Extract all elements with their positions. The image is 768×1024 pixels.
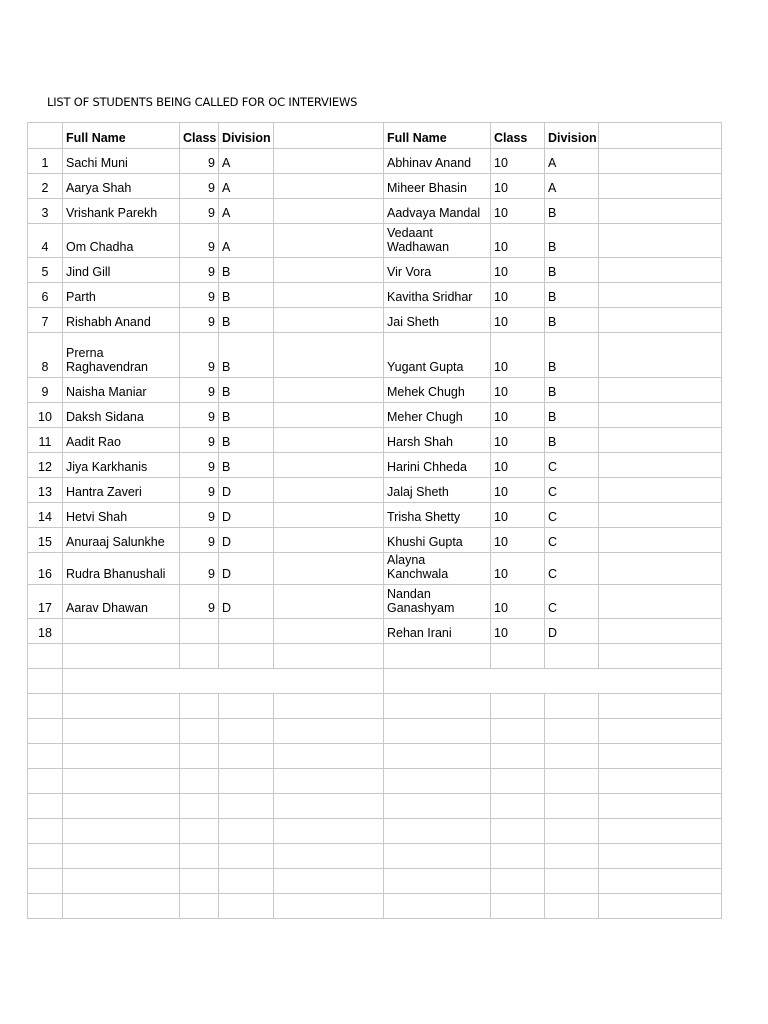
blank-cell (545, 844, 599, 869)
table-row (28, 619, 722, 644)
right-division: B (545, 199, 599, 224)
blank-cell (545, 794, 599, 819)
left-class: 9 (180, 478, 219, 503)
blank-cell (28, 744, 63, 769)
blank-cell (219, 694, 274, 719)
row-number: 9 (28, 378, 63, 403)
blank-cell (491, 869, 545, 894)
blank-cell (599, 719, 722, 744)
blank-cell (274, 794, 384, 819)
blank-cell (180, 719, 219, 744)
left-full-name: Naisha Maniar (63, 378, 180, 403)
blank-cell (63, 644, 180, 669)
table-row (28, 199, 722, 224)
right-class: 10 (491, 403, 545, 428)
blank-cell (491, 794, 545, 819)
right-division: B (545, 428, 599, 453)
row-number: 5 (28, 258, 63, 283)
right-class: 10 (491, 585, 545, 619)
extra-cell (599, 403, 722, 428)
right-class: 10 (491, 528, 545, 553)
blank-cell (180, 769, 219, 794)
left-full-name: Hantra Zaveri (63, 478, 180, 503)
blank-cell (545, 819, 599, 844)
blank-cell (491, 644, 545, 669)
right-division: C (545, 553, 599, 585)
blank-row (28, 894, 722, 919)
blank-cell (274, 869, 384, 894)
extra-cell (599, 174, 722, 199)
left-class: 9 (180, 428, 219, 453)
header-extra-cell (599, 123, 722, 149)
right-division: C (545, 453, 599, 478)
header-spacer-cell (274, 123, 384, 149)
row-number: 1 (28, 149, 63, 174)
page-title: LIST OF STUDENTS BEING CALLED FOR OC INTERVIEWS (47, 95, 358, 109)
blank-cell (384, 719, 491, 744)
left-full-name: Sachi Muni (63, 149, 180, 174)
left-division: B (219, 453, 274, 478)
right-class: 10 (491, 428, 545, 453)
left-full-name: Hetvi Shah (63, 503, 180, 528)
blank-cell (28, 694, 63, 719)
right-division: B (545, 258, 599, 283)
left-division: B (219, 333, 274, 378)
spacer-cell (274, 308, 384, 333)
extra-cell (599, 224, 722, 258)
blank-cell (491, 694, 545, 719)
left-full-name: Vrishank Parekh (63, 199, 180, 224)
row-number: 4 (28, 224, 63, 258)
left-full-name: Parth (63, 283, 180, 308)
blank-cell (63, 819, 180, 844)
left-class (180, 619, 219, 644)
extra-cell (599, 585, 722, 619)
right-division: B (545, 308, 599, 333)
blank-cell (63, 869, 180, 894)
row-number: 14 (28, 503, 63, 528)
merged-blank-cell (63, 669, 384, 694)
left-class: 9 (180, 308, 219, 333)
blank-cell (599, 769, 722, 794)
blank-cell (219, 819, 274, 844)
spacer-cell (274, 453, 384, 478)
blank-cell (180, 644, 219, 669)
blank-cell (219, 869, 274, 894)
left-full-name: Daksh Sidana (63, 403, 180, 428)
table-row (28, 258, 722, 283)
blank-cell (491, 894, 545, 919)
blank-cell (384, 694, 491, 719)
right-full-name: Khushi Gupta (384, 528, 491, 553)
left-division: B (219, 308, 274, 333)
blank-row (28, 769, 722, 794)
blank-cell (599, 894, 722, 919)
row-number: 16 (28, 553, 63, 585)
table-row (28, 283, 722, 308)
header-full-name-right: Full Name (384, 123, 491, 149)
extra-cell (599, 199, 722, 224)
spacer-cell (274, 333, 384, 378)
right-class: 10 (491, 174, 545, 199)
blank-row (28, 744, 722, 769)
extra-cell (599, 528, 722, 553)
blank-cell (180, 819, 219, 844)
left-full-name: Aadit Rao (63, 428, 180, 453)
header-class-right: Class (491, 123, 545, 149)
right-full-name: Vedaant Wadhawan (384, 224, 491, 258)
blank-cell (545, 719, 599, 744)
students-table (27, 122, 722, 919)
spacer-cell (274, 403, 384, 428)
left-full-name: Aarav Dhawan (63, 585, 180, 619)
blank-row (28, 669, 722, 694)
right-full-name: Vir Vora (384, 258, 491, 283)
blank-cell (384, 744, 491, 769)
right-class: 10 (491, 333, 545, 378)
blank-cell (63, 794, 180, 819)
table-row (28, 333, 722, 378)
right-full-name: Rehan Irani (384, 619, 491, 644)
row-number: 8 (28, 333, 63, 378)
spacer-cell (274, 503, 384, 528)
blank-cell (599, 844, 722, 869)
blank-cell (274, 894, 384, 919)
right-class: 10 (491, 503, 545, 528)
left-full-name: Jiya Karkhanis (63, 453, 180, 478)
blank-cell (384, 769, 491, 794)
spacer-cell (274, 224, 384, 258)
right-full-name: Harsh Shah (384, 428, 491, 453)
header-row (28, 123, 722, 149)
right-division: B (545, 224, 599, 258)
table-row (28, 478, 722, 503)
right-division: C (545, 478, 599, 503)
blank-cell (491, 719, 545, 744)
left-division: A (219, 224, 274, 258)
blank-cell (219, 719, 274, 744)
blank-cell (384, 869, 491, 894)
row-number: 18 (28, 619, 63, 644)
spacer-cell (274, 585, 384, 619)
left-division: A (219, 149, 274, 174)
blank-cell (219, 844, 274, 869)
right-full-name: Aadvaya Mandal (384, 199, 491, 224)
header-index-cell (28, 123, 63, 149)
left-class: 9 (180, 149, 219, 174)
left-class: 9 (180, 403, 219, 428)
left-division: D (219, 585, 274, 619)
left-division: B (219, 403, 274, 428)
row-number: 17 (28, 585, 63, 619)
extra-cell (599, 428, 722, 453)
table-row (28, 453, 722, 478)
blank-cell (599, 694, 722, 719)
blank-cell (384, 644, 491, 669)
blank-cell (180, 869, 219, 894)
extra-cell (599, 478, 722, 503)
left-division: D (219, 528, 274, 553)
right-class: 10 (491, 553, 545, 585)
left-class: 9 (180, 258, 219, 283)
left-full-name: Prerna Raghavendran (63, 333, 180, 378)
left-division: D (219, 503, 274, 528)
blank-cell (28, 669, 63, 694)
blank-cell (491, 819, 545, 844)
right-division: A (545, 149, 599, 174)
table-row (28, 585, 722, 619)
left-division: B (219, 378, 274, 403)
blank-cell (63, 769, 180, 794)
right-division: D (545, 619, 599, 644)
row-number: 15 (28, 528, 63, 553)
header-division: Division (219, 123, 274, 149)
row-number: 10 (28, 403, 63, 428)
row-number: 12 (28, 453, 63, 478)
extra-cell (599, 258, 722, 283)
extra-cell (599, 453, 722, 478)
table-row (28, 378, 722, 403)
extra-cell (599, 333, 722, 378)
blank-cell (491, 844, 545, 869)
blank-cell (180, 744, 219, 769)
blank-cell (545, 744, 599, 769)
left-class: 9 (180, 199, 219, 224)
spacer-cell (274, 619, 384, 644)
row-number: 11 (28, 428, 63, 453)
blank-cell (384, 894, 491, 919)
blank-cell (219, 769, 274, 794)
spacer-cell (274, 199, 384, 224)
extra-cell (599, 149, 722, 174)
blank-cell (28, 869, 63, 894)
row-number: 2 (28, 174, 63, 199)
blank-cell (491, 744, 545, 769)
right-full-name: Trisha Shetty (384, 503, 491, 528)
left-class: 9 (180, 528, 219, 553)
left-class: 9 (180, 378, 219, 403)
left-full-name: Om Chadha (63, 224, 180, 258)
right-division: A (545, 174, 599, 199)
blank-cell (491, 769, 545, 794)
left-division: D (219, 478, 274, 503)
right-full-name: Abhinav Anand (384, 149, 491, 174)
blank-cell (274, 844, 384, 869)
spacer-cell (274, 258, 384, 283)
extra-cell (599, 619, 722, 644)
right-full-name: Jalaj Sheth (384, 478, 491, 503)
right-division: C (545, 528, 599, 553)
extra-cell (599, 308, 722, 333)
extra-cell (599, 503, 722, 528)
blank-cell (63, 719, 180, 744)
blank-cell (219, 794, 274, 819)
spacer-cell (274, 553, 384, 585)
header-division-right: Division (545, 123, 599, 149)
left-class: 9 (180, 333, 219, 378)
right-full-name: Harini Chheda (384, 453, 491, 478)
right-class: 10 (491, 283, 545, 308)
right-class: 10 (491, 478, 545, 503)
blank-cell (599, 869, 722, 894)
right-full-name: Mehek Chugh (384, 378, 491, 403)
left-division: A (219, 174, 274, 199)
blank-cell (274, 769, 384, 794)
left-division: D (219, 553, 274, 585)
blank-row (28, 694, 722, 719)
blank-cell (599, 644, 722, 669)
blank-cell (28, 644, 63, 669)
spacer-cell (274, 283, 384, 308)
table-row (28, 503, 722, 528)
right-class: 10 (491, 199, 545, 224)
blank-cell (599, 794, 722, 819)
left-division: A (219, 199, 274, 224)
row-number: 3 (28, 199, 63, 224)
blank-cell (274, 719, 384, 744)
right-class: 10 (491, 453, 545, 478)
right-division: B (545, 283, 599, 308)
blank-cell (274, 819, 384, 844)
blank-cell (274, 644, 384, 669)
left-full-name: Rudra Bhanushali (63, 553, 180, 585)
spacer-cell (274, 428, 384, 453)
blank-cell (28, 794, 63, 819)
header-class: Class (180, 123, 219, 149)
blank-cell (219, 644, 274, 669)
left-full-name: Jind Gill (63, 258, 180, 283)
left-class: 9 (180, 503, 219, 528)
blank-cell (28, 819, 63, 844)
blank-cell (384, 794, 491, 819)
left-full-name: Aarya Shah (63, 174, 180, 199)
left-full-name: Anuraaj Salunkhe (63, 528, 180, 553)
blank-cell (28, 769, 63, 794)
blank-cell (219, 744, 274, 769)
row-number: 13 (28, 478, 63, 503)
left-class: 9 (180, 174, 219, 199)
spacer-cell (274, 478, 384, 503)
blank-cell (274, 694, 384, 719)
blank-cell (28, 719, 63, 744)
blank-row (28, 869, 722, 894)
blank-cell (545, 894, 599, 919)
table-row (28, 174, 722, 199)
blank-cell (219, 894, 274, 919)
blank-cell (63, 744, 180, 769)
blank-cell (28, 844, 63, 869)
spacer-cell (274, 528, 384, 553)
right-division: B (545, 333, 599, 378)
left-class: 9 (180, 224, 219, 258)
left-full-name (63, 619, 180, 644)
blank-cell (180, 694, 219, 719)
right-full-name: Meher Chugh (384, 403, 491, 428)
right-class: 10 (491, 378, 545, 403)
blank-cell (180, 894, 219, 919)
row-number: 7 (28, 308, 63, 333)
blank-row (28, 719, 722, 744)
table-row (28, 224, 722, 258)
blank-row (28, 819, 722, 844)
blank-cell (180, 794, 219, 819)
blank-cell (545, 694, 599, 719)
blank-cell (384, 819, 491, 844)
right-full-name: Jai Sheth (384, 308, 491, 333)
right-class: 10 (491, 619, 545, 644)
header-full-name: Full Name (63, 123, 180, 149)
right-full-name: Nandan Ganashyam (384, 585, 491, 619)
extra-cell (599, 378, 722, 403)
left-class: 9 (180, 553, 219, 585)
blank-row (28, 644, 722, 669)
right-division: C (545, 503, 599, 528)
blank-cell (63, 894, 180, 919)
left-class: 9 (180, 283, 219, 308)
blank-row (28, 794, 722, 819)
table-row (28, 528, 722, 553)
extra-cell (599, 553, 722, 585)
left-division (219, 619, 274, 644)
right-full-name: Yugant Gupta (384, 333, 491, 378)
right-division: C (545, 585, 599, 619)
blank-row (28, 844, 722, 869)
right-class: 10 (491, 308, 545, 333)
right-full-name: Alayna Kanchwala (384, 553, 491, 585)
blank-cell (274, 744, 384, 769)
right-class: 10 (491, 149, 545, 174)
right-division: B (545, 403, 599, 428)
extra-cell (599, 283, 722, 308)
right-class: 10 (491, 258, 545, 283)
blank-cell (384, 844, 491, 869)
table-row (28, 149, 722, 174)
spacer-cell (274, 174, 384, 199)
left-full-name: Rishabh Anand (63, 308, 180, 333)
right-class: 10 (491, 224, 545, 258)
merged-blank-cell (384, 669, 722, 694)
right-division: B (545, 378, 599, 403)
table-row (28, 308, 722, 333)
blank-cell (599, 744, 722, 769)
left-division: B (219, 428, 274, 453)
left-division: B (219, 258, 274, 283)
blank-cell (599, 819, 722, 844)
blank-cell (180, 844, 219, 869)
row-number: 6 (28, 283, 63, 308)
left-division: B (219, 283, 274, 308)
right-full-name: Kavitha Sridhar (384, 283, 491, 308)
table-row (28, 428, 722, 453)
right-full-name: Miheer Bhasin (384, 174, 491, 199)
blank-cell (545, 869, 599, 894)
table-row (28, 403, 722, 428)
spacer-cell (274, 378, 384, 403)
blank-cell (545, 769, 599, 794)
blank-cell (63, 694, 180, 719)
blank-cell (63, 844, 180, 869)
left-class: 9 (180, 453, 219, 478)
spacer-cell (274, 149, 384, 174)
blank-cell (545, 644, 599, 669)
table-row (28, 553, 722, 585)
left-class: 9 (180, 585, 219, 619)
blank-cell (28, 894, 63, 919)
